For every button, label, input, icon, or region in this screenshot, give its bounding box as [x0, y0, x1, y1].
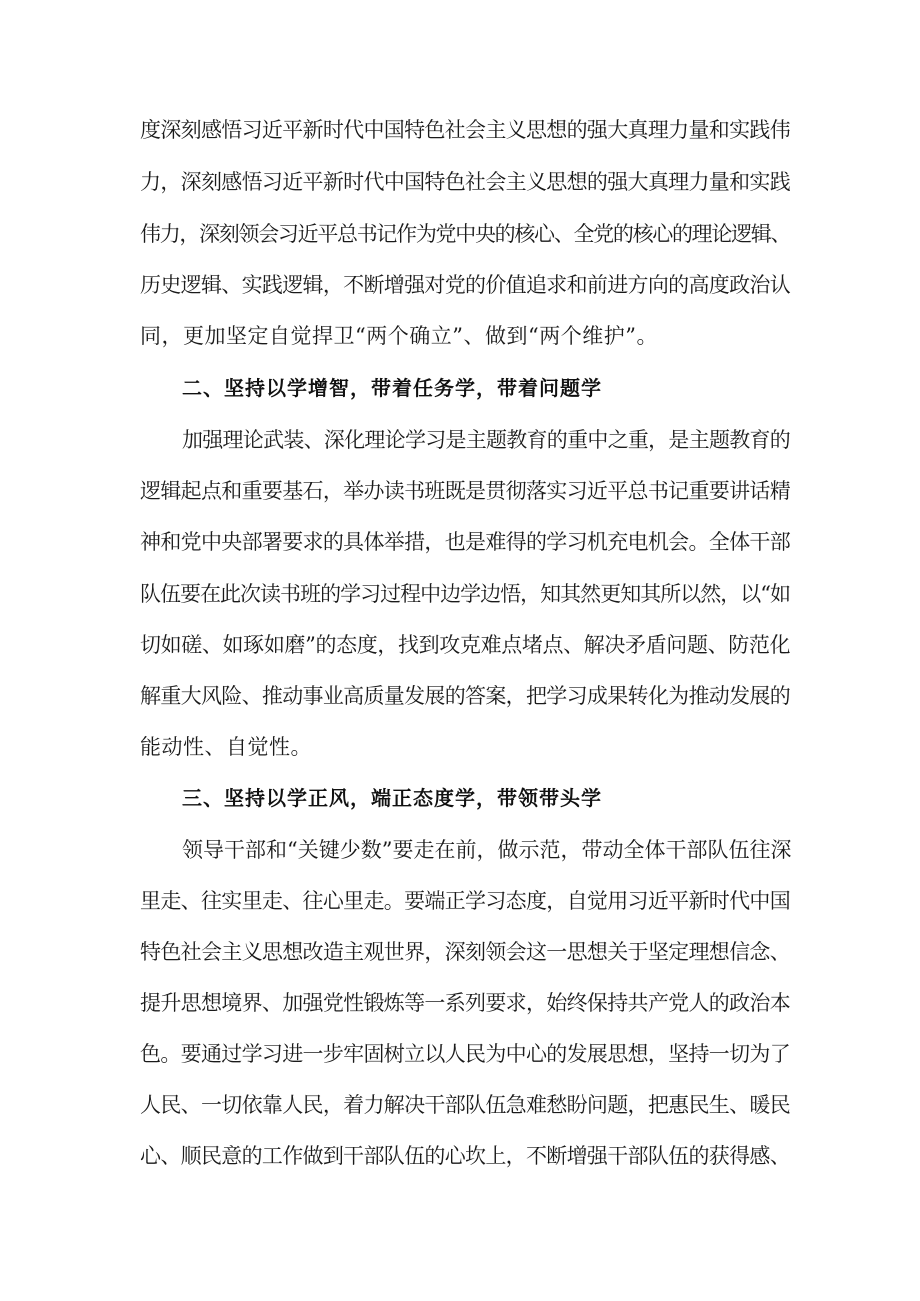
paragraph-3-line-2: 里走、往实里走、往心里走。要端正学习态度，自觉用习近平新时代中国: [140, 889, 790, 913]
paragraph-3-line-6: 人民、一切依靠人民，着力解决干部队伍急难愁盼问题，把惠民生、暖民: [140, 1093, 790, 1117]
paragraph-3-line-4: 提升思想境界、加强党性锻炼等一系列要求，始终保持共产党人的政治本: [140, 991, 790, 1015]
paragraph-3-line-1: 领导干部和“关键少数”要走在前，做示范，带动全体干部队伍往深: [182, 838, 792, 862]
paragraph-1-line-1: 度深刻感悟习近平新时代中国特色社会主义思想的强大真理力量和实践伟: [140, 118, 790, 142]
paragraph-1-line-5: 同，更加坚定自觉捍卫“两个确立”、做到“两个维护”。: [140, 324, 658, 348]
paragraph-2-line-6: 解重大风险、推动事业高质量发展的答案，把学习成果转化为推动发展的: [140, 684, 790, 708]
paragraph-2-line-7: 能动性、自觉性。: [140, 735, 312, 759]
paragraph-2-line-4: 队伍要在此次读书班的学习过程中边学边悟，知其然更知其所以然，以“如: [140, 582, 790, 606]
paragraph-2-line-2: 逻辑起点和重要基石，举办读书班既是贯彻落实习近平总书记重要讲话精: [140, 479, 790, 503]
paragraph-3-line-5: 色。要通过学习进一步牢固树立以人民为中心的发展思想，坚持一切为了: [140, 1042, 790, 1066]
paragraph-2-line-3: 神和党中央部署要求的具体举措，也是难得的学习机充电机会。全体干部: [140, 530, 790, 554]
paragraph-2-line-1: 加强理论武装、深化理论学习是主题教育的重中之重，是主题教育的: [182, 428, 790, 452]
paragraph-1-line-3: 伟力，深刻领会习近平总书记作为党中央的核心、全党的核心的理论逻辑、: [140, 222, 790, 246]
paragraph-1-line-2: 力，深刻感悟习近平新时代中国特色社会主义思想的强大真理力量和实践: [140, 170, 790, 194]
section-heading-3: 三、坚持以学正风，端正态度学，带领带头学: [182, 786, 602, 810]
paragraph-3-line-3: 特色社会主义思想改造主观世界，深刻领会这一思想关于坚定理想信念、: [140, 940, 790, 964]
section-heading-2: 二、坚持以学增智，带着任务学，带着问题学: [182, 376, 602, 400]
paragraph-2-line-5: 切如磋、如琢如磨”的态度，找到攻克难点堵点、解决矛盾问题、防范化: [140, 633, 790, 657]
paragraph-1-line-4: 历史逻辑、实践逻辑，不断增强对党的价值追求和前进方向的高度政治认: [140, 273, 790, 297]
paragraph-3-line-7: 心、顺民意的工作做到干部队伍的心坎上，不断增强干部队伍的获得感、: [140, 1144, 790, 1168]
